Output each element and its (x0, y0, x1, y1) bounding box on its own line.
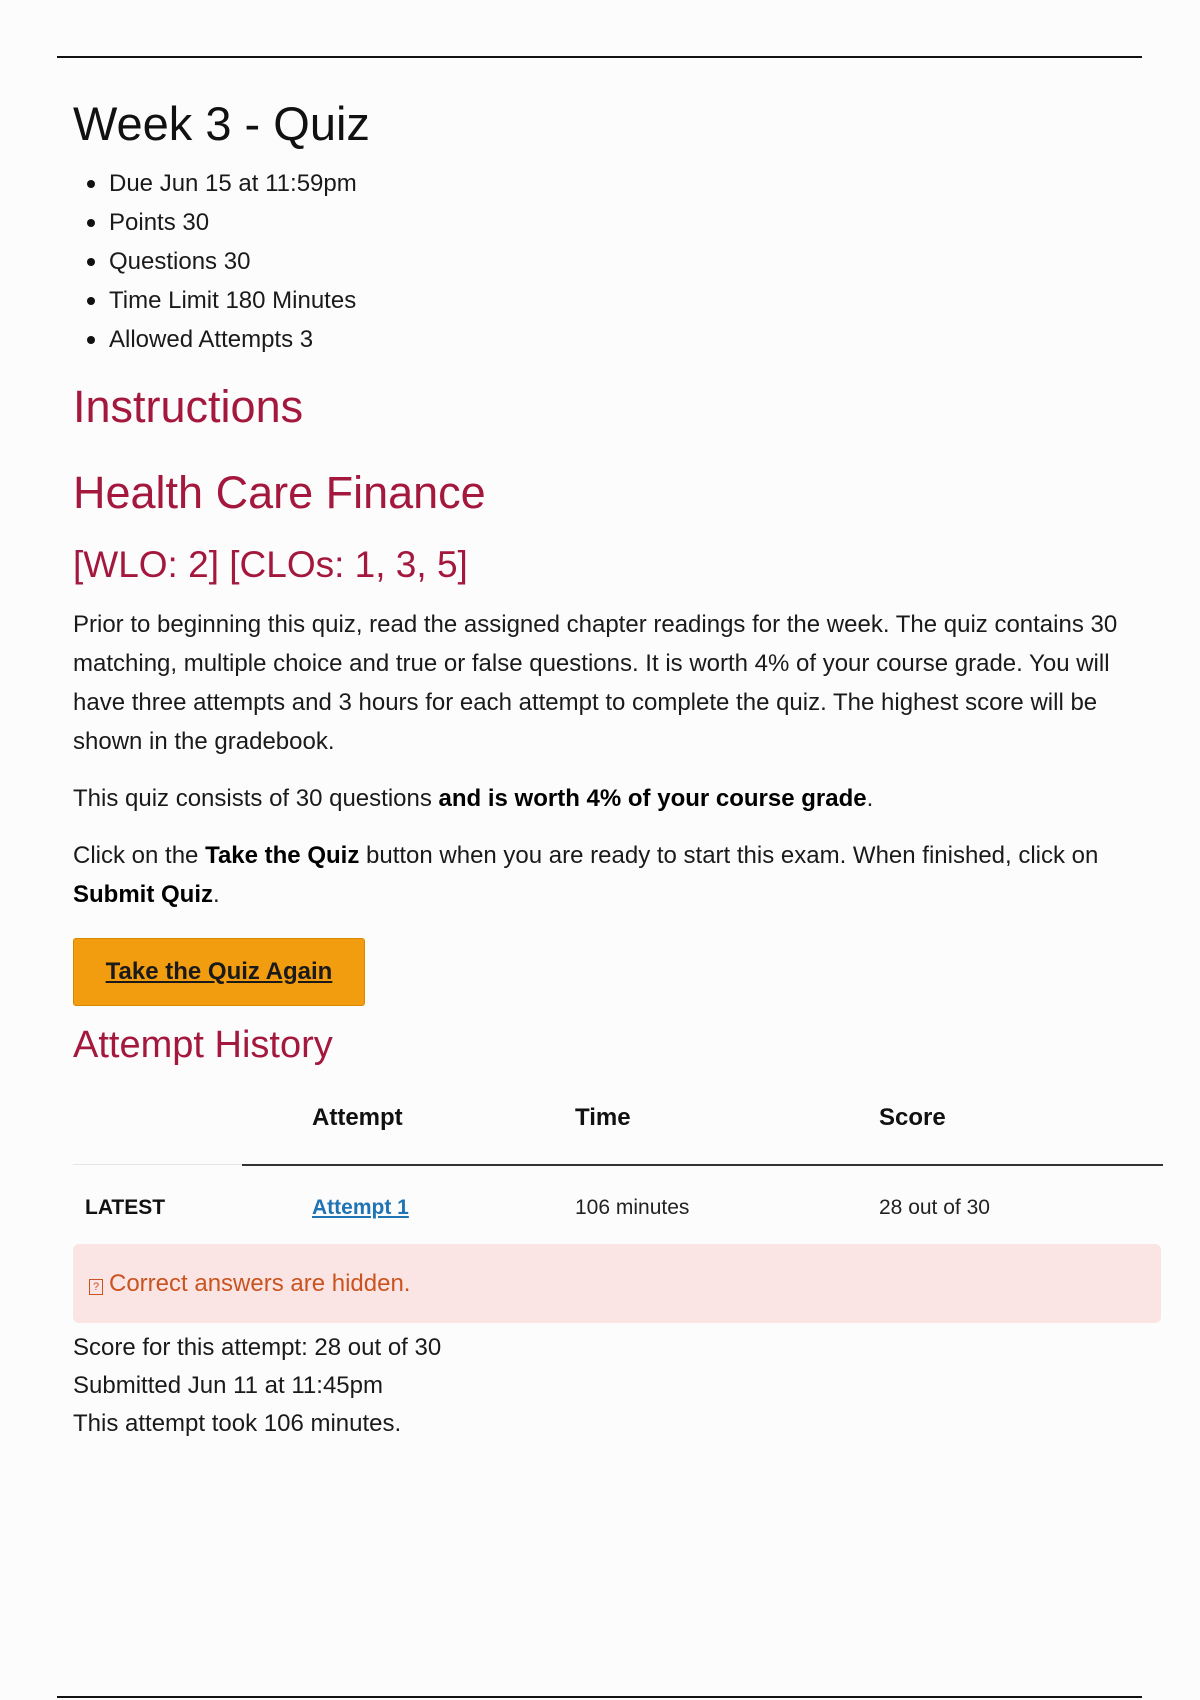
meta-points: Points 30 (73, 203, 1163, 242)
grade-weight-emphasis: and is worth 4% of your course grade (438, 785, 867, 812)
attempt-history-table (73, 1086, 1163, 1240)
grade-weight-paragraph: This quiz consists of 30 questions and is worth 4% of your course grade. (73, 785, 874, 812)
meta-time-limit: Time Limit 180 Minutes (73, 281, 1163, 320)
learning-outcomes: [WLO: 2] [CLOs: 1, 3, 5] (73, 544, 468, 585)
quiz-page (73, 96, 1163, 1443)
quiz-meta-list (73, 164, 1163, 359)
attempt-summary (73, 1329, 1163, 1443)
header-divider (242, 1164, 1163, 1166)
meta-questions: Questions 30 (73, 242, 1163, 281)
top-divider (57, 56, 1142, 58)
column-header-time: Time (575, 1104, 631, 1131)
correct-answers-hidden-alert (73, 1244, 1161, 1323)
meta-due-date: Due Jun 15 at 11:59pm (73, 164, 1163, 203)
latest-label: LATEST (85, 1196, 166, 1219)
attempt-history-heading: Attempt History (73, 1024, 333, 1066)
bottom-divider (57, 1696, 1142, 1698)
instructions-heading: Instructions (73, 381, 304, 432)
page-title: Week 3 - Quiz (73, 97, 370, 150)
summary-score: Score for this attempt: 28 out of 30 (73, 1334, 442, 1361)
instructions-paragraph: Prior to beginning this quiz, read the assigned chapter readings for the week. The quiz contains 30 matching, multiple choice and true or false questions. It is worth 4% of your course grade. You will have three attempts and 3 hours for each attempt to complete the quiz. The highest score will be shown in the gradebook. (73, 611, 1118, 755)
attempt-1-link[interactable]: Attempt 1 (312, 1196, 409, 1219)
take-quiz-again-button[interactable]: Take the Quiz Again (73, 938, 365, 1006)
attempt-time-cell: 106 minutes (575, 1196, 690, 1219)
column-header-score: Score (879, 1104, 946, 1131)
summary-duration: This attempt took 106 minutes. (73, 1410, 402, 1437)
column-header-attempt: Attempt (312, 1104, 403, 1131)
meta-allowed-attempts: Allowed Attempts 3 (73, 320, 1163, 359)
attempt-score-cell: 28 out of 30 (879, 1196, 990, 1219)
summary-submitted: Submitted Jun 11 at 11:45pm (73, 1372, 383, 1399)
start-instructions-paragraph: Click on the Take the Quiz button when you are ready to start this exam. When finished, click on Submit Quiz. (73, 842, 1099, 908)
header-divider-light (73, 1164, 242, 1165)
alert-text: Correct answers are hidden. (109, 1269, 411, 1297)
submit-quiz-emphasis: Submit Quiz (73, 881, 213, 908)
take-quiz-emphasis: Take the Quiz (205, 842, 360, 869)
course-title: Health Care Finance (73, 467, 486, 518)
info-icon: ? (89, 1279, 103, 1295)
